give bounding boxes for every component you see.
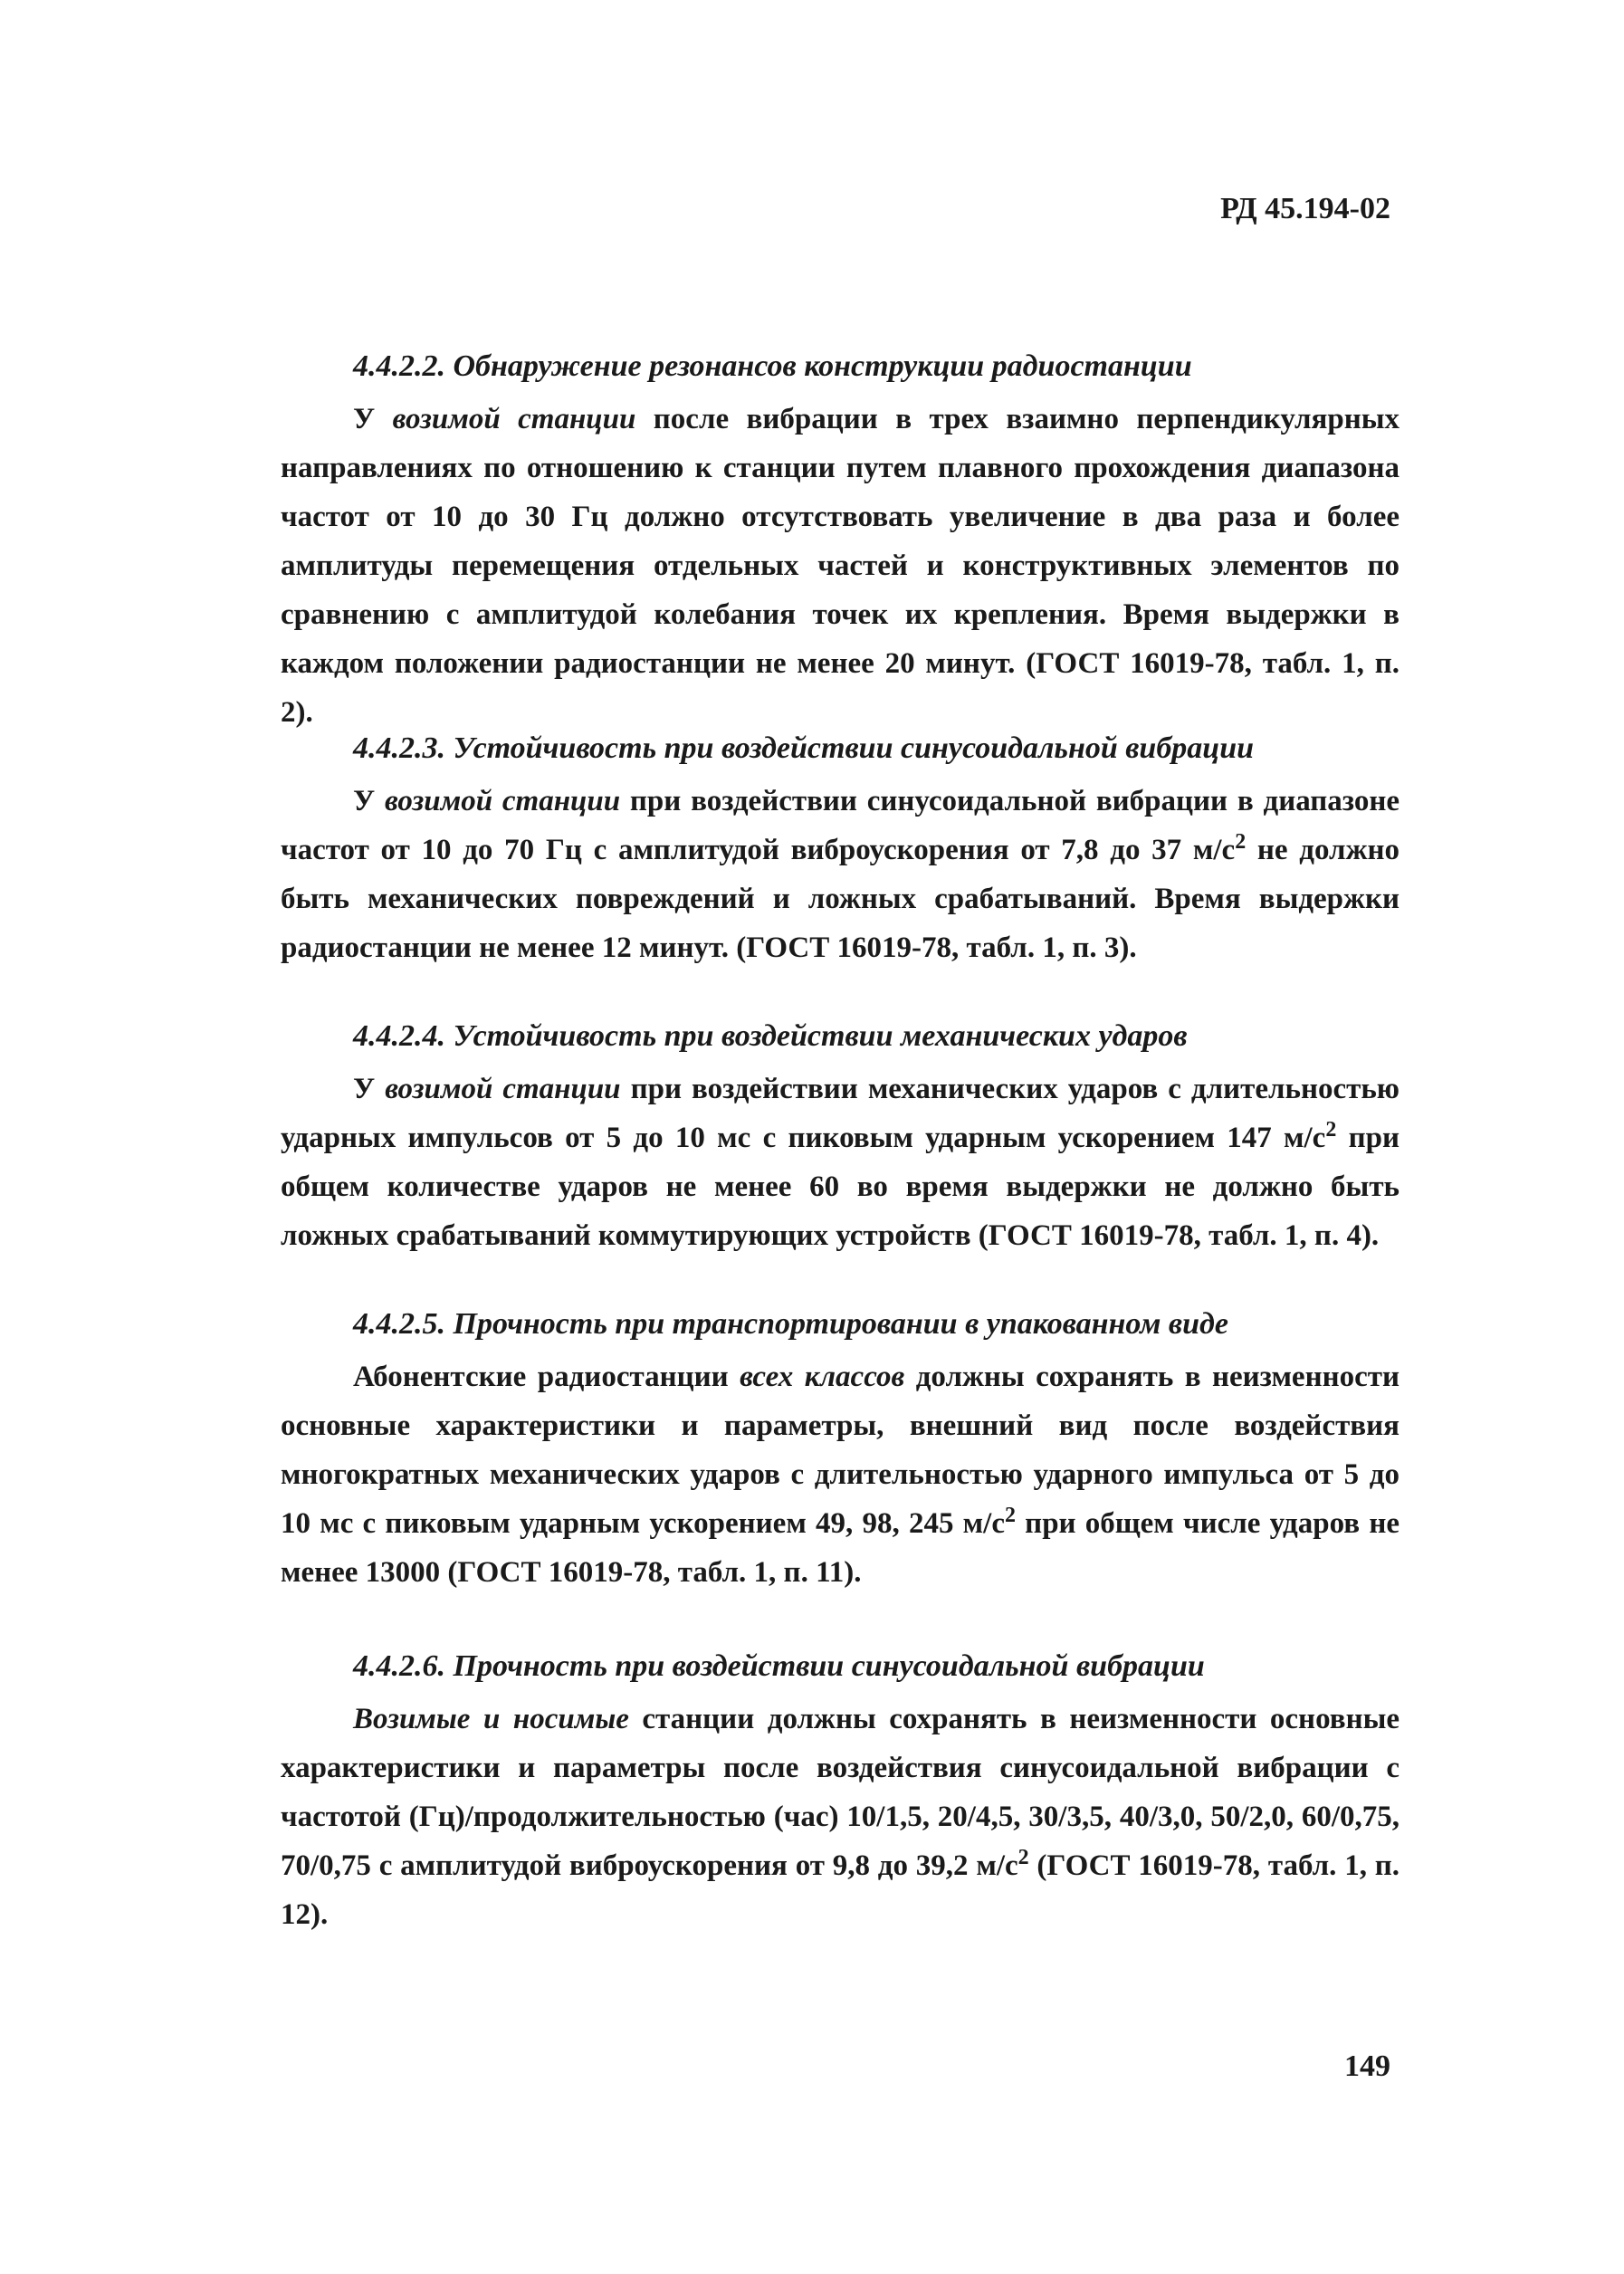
body-text: Абонентские радиостанции [353,1361,740,1393]
body-text: (ГОСТ 16019-78, табл. 1, п. 12). [281,1849,1400,1931]
body-text: при общем числе ударов не менее 13000 (ГОСТ 16019-78, табл. 1, п. 11). [281,1507,1400,1589]
section-4-4-2-3 [281,724,1400,972]
body-text: после вибрации в трех взаимно перпендикулярных направлениях по отношению к станции путем плавного прохождения диапазона частот от 10 до 30 Гц должно отсутствовать увеличение в два раза и более амплитуды перемещения отдельных частей и конструктивных элементов по сравнению с амплитудой колебания точек их крепления. Время выдержки в каждом положении радиостанции не менее 20 минут. (ГОСТ 16019-78, табл. 1, п. 2). [281,403,1400,729]
section-4-4-2-4 [281,1012,1400,1260]
body-text: У [353,1073,386,1105]
section-4-4-2-6 [281,1642,1400,1939]
body-emphasis: возимой станции [385,785,621,817]
body-text: при общем количестве ударов не менее 60 во время выдержки не должно быть ложных срабатываний коммутирующих устройств (ГОСТ 16019-78, табл. 1, п. 4). [281,1122,1400,1252]
section-body [281,777,1400,972]
section-body [281,1695,1400,1939]
superscript: 2 [1325,1118,1337,1142]
page-number: 149 [1344,2049,1390,2083]
body-text: должны сохранять в неизменности основные характеристики и параметры, внешний вид после воздействия многократных механических ударов с длительностью ударного импульса от 5 до 10 мс с пиковым ударным ускорением 49, 98, 245 м/с [281,1361,1400,1540]
document-code: РД 45.194-02 [1220,192,1390,225]
superscript: 2 [1004,1504,1016,1527]
section-4-4-2-5 [281,1300,1400,1597]
section-title: 4.4.2.3. Устойчивость при воздействии синусоидальной вибрации [353,731,1255,765]
superscript: 2 [1017,1846,1029,1869]
body-text: У [353,403,393,435]
body-text: при воздействии механических ударов с длительностью ударных импульсов от 5 до 10 мс с пиковым ударным ускорением 147 м/с [281,1073,1400,1154]
body-text: станции должны сохранять в неизменности основные характеристики и параметры после воздействия синусоидальной вибрации с частотой (Гц)/продолжительностью (час) 10/1,5, 20/4,5, 30/3,5, 40/3,0, 50/2,0, 60/0,75, 70/0,75 с амплитудой виброускорения от 9,8 до 39,2 м/с [281,1703,1400,1882]
body-text: при воздействии синусоидальной вибрации в диапазоне частот от 10 до 70 Гц с амплитудой виброускорения от 7,8 до 37 м/с [281,785,1400,866]
section-body [281,1352,1400,1597]
section-4-4-2-2 [281,342,1400,737]
body-emphasis: Возимые и носимые [353,1703,629,1735]
section-title: 4.4.2.6. Прочность при воздействии синусоидальной вибрации [353,1649,1205,1683]
body-text: У [353,785,386,817]
section-title: 4.4.2.5. Прочность при транспортировании в упакованном виде [353,1307,1228,1341]
body-emphasis: возимой станции [385,1073,621,1105]
section-body [281,1065,1400,1260]
body-emphasis: всех классов [740,1361,905,1393]
body-text: не должно быть механических повреждений и ложных срабатываний. Время выдержки радиостанции не менее 12 минут. (ГОСТ 16019-78, табл. 1, п. 3). [281,834,1400,964]
body-emphasis: возимой станции [392,403,636,435]
section-body [281,395,1400,737]
section-title: 4.4.2.2. Обнаружение резонансов конструкции радиостанции [353,349,1192,383]
section-title: 4.4.2.4. Устойчивость при воздействии механических ударов [353,1019,1188,1053]
superscript: 2 [1235,830,1247,854]
